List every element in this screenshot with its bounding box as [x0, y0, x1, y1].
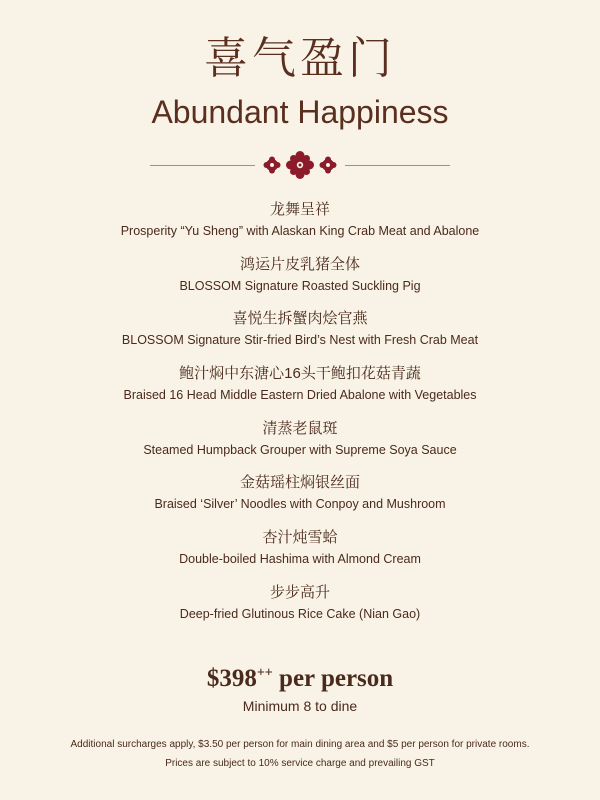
dish-name-chinese: 杏汁炖雪蛤	[262, 529, 338, 547]
menu-item	[0, 252, 600, 306]
menu-item	[0, 361, 600, 415]
price-superscript: ++	[256, 665, 273, 681]
dish-name-english: BLOSSOM Signature Roasted Suckling Pig	[179, 278, 421, 293]
menu-item	[0, 525, 600, 579]
dish-name-english: Braised ‘Silver’ Noodles with Conpoy and Mushroom	[154, 497, 446, 512]
menu-item	[0, 416, 600, 470]
menu-item	[0, 197, 600, 251]
surcharge-note: Additional surcharges apply, $3.50 per person for main dining area and $5 per person for private rooms.	[70, 739, 530, 750]
price-unit: per person	[272, 665, 394, 692]
dish-name-chinese: 龙舞呈祥	[269, 201, 330, 218]
price-section	[0, 662, 600, 716]
dish-name-english: Prosperity “Yu Sheng” with Alaskan King Crab Meat and Abalone	[120, 224, 480, 238]
divider-rule-left	[150, 165, 255, 166]
dish-name-english: BLOSSOM Signature Stir-fried Bird’s Nest with Fresh Crab Meat	[121, 333, 479, 348]
dish-name-chinese: 步步高升	[269, 583, 330, 601]
dish-name-english: Deep-fried Glutinous Rice Cake (Nian Gao)	[179, 606, 421, 621]
dish-name-chinese: 金菇瑶柱焖银丝面	[239, 474, 360, 492]
menu-item	[0, 306, 600, 360]
page-title-chinese: 喜气盈门	[204, 33, 396, 84]
dish-name-chinese: 喜悦生拆蟹肉烩官燕	[232, 310, 368, 328]
footnotes	[0, 735, 600, 773]
dish-name-english: Braised 16 Head Middle Eastern Dried Abalone with Vegetables	[123, 388, 477, 403]
service-charge-note: Prices are subject to 10% service charge and prevailing GST	[165, 758, 435, 769]
menu-list	[0, 197, 600, 635]
dish-name-chinese: 鸿运片皮乳猪全体	[239, 255, 360, 273]
dish-name-chinese: 鲍汁焖中东溏心16头干鲍扣花菇青蔬	[179, 365, 421, 383]
ornamental-divider	[0, 150, 600, 180]
page-title-english: Abundant Happiness	[151, 94, 449, 130]
menu-item	[0, 580, 600, 634]
divider-rule-right	[345, 165, 450, 166]
minimum-diners: Minimum 8 to dine	[242, 698, 358, 714]
floral-ornament-icon	[262, 151, 338, 179]
dish-name-english: Double-boiled Hashima with Almond Cream	[179, 552, 421, 567]
price-per-person	[0, 662, 600, 696]
menu-item	[0, 470, 600, 524]
dish-name-chinese: 清蒸老鼠斑	[262, 419, 338, 437]
dish-name-english: Steamed Humpback Grouper with Supreme Soya Sauce	[143, 442, 457, 457]
price-amount: $398	[206, 665, 257, 692]
